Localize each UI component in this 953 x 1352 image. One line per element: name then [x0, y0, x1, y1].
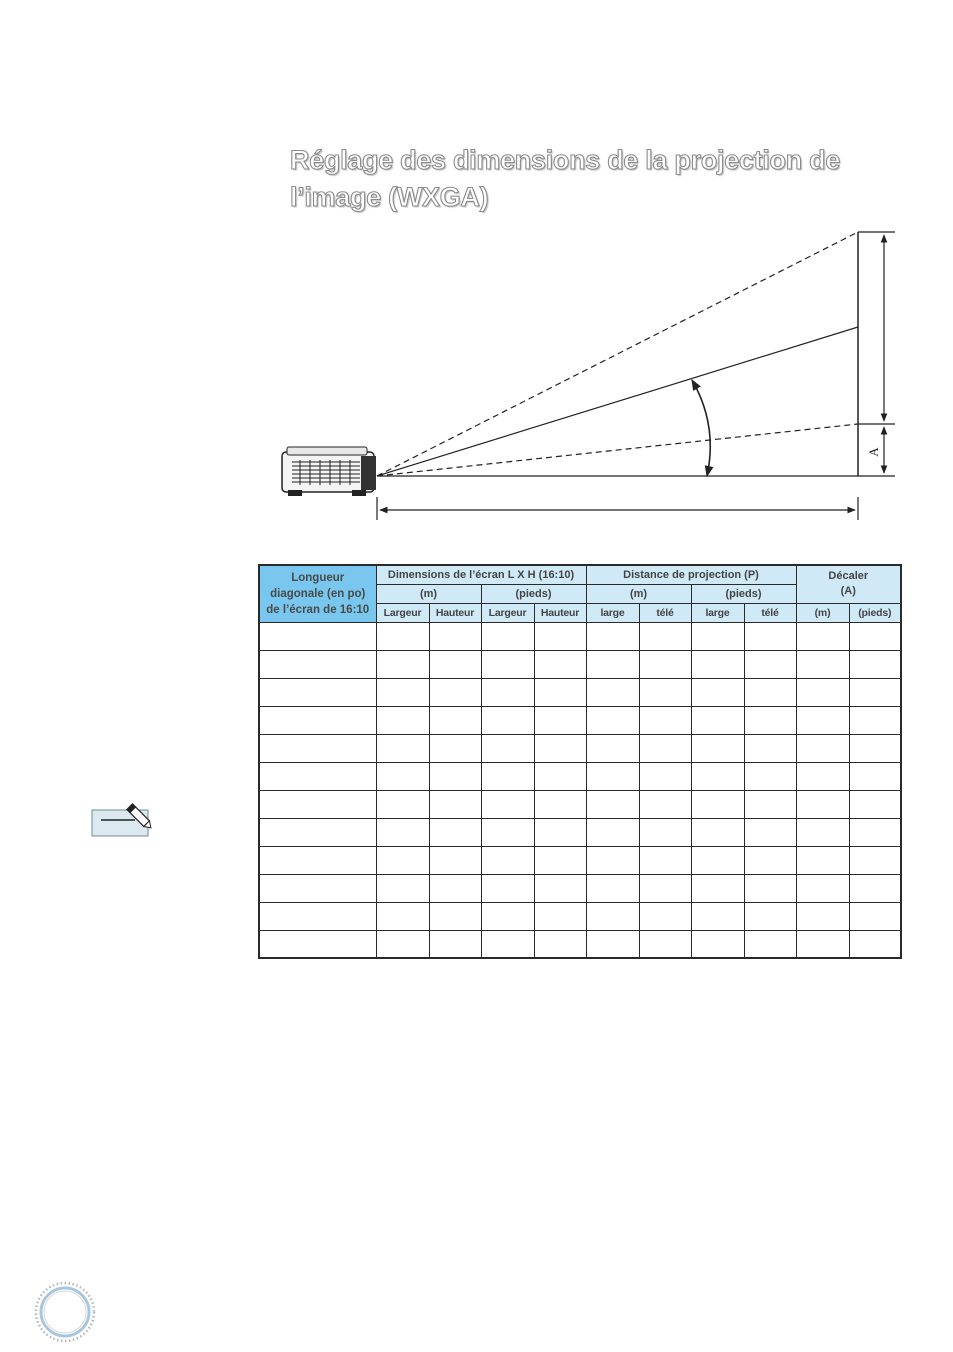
table-cell: [744, 930, 796, 958]
table-cell: [691, 706, 744, 734]
table-cell: [796, 678, 849, 706]
screen-meters-header: (m): [376, 584, 481, 603]
table-row: [259, 902, 901, 930]
table-cell: [849, 650, 901, 678]
table-cell: [376, 818, 429, 846]
table-cell: [691, 622, 744, 650]
table-cell: [691, 874, 744, 902]
table-cell: [586, 762, 639, 790]
table-cell: [639, 846, 691, 874]
table-cell: [849, 790, 901, 818]
table-cell: [534, 818, 586, 846]
table-cell: [744, 846, 796, 874]
table-cell: [259, 790, 376, 818]
table-row: [259, 622, 901, 650]
table-cell: [639, 874, 691, 902]
table-cell: [376, 622, 429, 650]
column-header: Largeur: [481, 603, 534, 622]
table-cell: [796, 762, 849, 790]
table-cell: [429, 902, 481, 930]
table-cell: [429, 678, 481, 706]
table-cell: [796, 790, 849, 818]
table-cell: [481, 874, 534, 902]
table-cell: [744, 762, 796, 790]
table-cell: [586, 902, 639, 930]
table-cell: [744, 874, 796, 902]
offset-header: Décaler (A): [796, 565, 901, 603]
table-cell: [481, 650, 534, 678]
table-cell: [481, 846, 534, 874]
table-cell: [259, 874, 376, 902]
shift-label: A: [866, 447, 881, 457]
table-cell: [586, 846, 639, 874]
table-cell: [586, 622, 639, 650]
table-cell: [376, 650, 429, 678]
table-cell: [796, 818, 849, 846]
column-header: large: [691, 603, 744, 622]
table-cell: [586, 678, 639, 706]
table-cell: [849, 706, 901, 734]
table-row: [259, 790, 901, 818]
table-cell: [429, 818, 481, 846]
table-cell: [429, 622, 481, 650]
table-cell: [586, 790, 639, 818]
throw-distance-header: Distance de projection (P): [586, 565, 796, 584]
table-cell: [376, 902, 429, 930]
table-cell: [849, 902, 901, 930]
table-cell: [639, 678, 691, 706]
table-cell: [796, 706, 849, 734]
table-cell: [639, 650, 691, 678]
table-cell: [849, 734, 901, 762]
table-cell: [534, 734, 586, 762]
table-row: [259, 678, 901, 706]
table-cell: [691, 762, 744, 790]
table-cell: [691, 818, 744, 846]
table-cell: [744, 622, 796, 650]
table-cell: [376, 734, 429, 762]
table-cell: [259, 818, 376, 846]
table-cell: [849, 762, 901, 790]
column-header: Hauteur: [429, 603, 481, 622]
table-cell: [259, 762, 376, 790]
table-cell: [691, 846, 744, 874]
table-cell: [429, 734, 481, 762]
table-cell: [796, 622, 849, 650]
table-cell: [429, 762, 481, 790]
table-cell: [639, 706, 691, 734]
table-cell: [534, 846, 586, 874]
table-row: [259, 650, 901, 678]
diagonal-size-header: Longueur diagonale (en po) de l’écran de 16:10: [259, 565, 376, 622]
table-cell: [534, 762, 586, 790]
column-header: (m): [796, 603, 849, 622]
table-cell: [691, 790, 744, 818]
page-title-line-1: Réglage des dimensions de la projection de: [290, 145, 841, 175]
column-header: Hauteur: [534, 603, 586, 622]
table-row: [259, 706, 901, 734]
projector-icon: [282, 447, 376, 496]
table-cell: [796, 650, 849, 678]
table-cell: [534, 650, 586, 678]
table-cell: [849, 678, 901, 706]
column-header: large: [586, 603, 639, 622]
throw-meters-header: (m): [586, 584, 691, 603]
table-cell: [481, 762, 534, 790]
screen-feet-header: (pieds): [481, 584, 586, 603]
column-header: télé: [639, 603, 691, 622]
table-cell: [586, 818, 639, 846]
table-cell: [429, 650, 481, 678]
table-cell: [534, 706, 586, 734]
table-cell: [259, 930, 376, 958]
page-title-line-2: l’image (WXGA): [290, 182, 489, 212]
table-cell: [639, 930, 691, 958]
column-header: (pieds): [849, 603, 901, 622]
table-cell: [534, 622, 586, 650]
table-cell: [796, 846, 849, 874]
projection-size-table: [258, 564, 902, 959]
table-cell: [639, 790, 691, 818]
table-cell: [259, 678, 376, 706]
table-cell: [376, 930, 429, 958]
table-cell: [691, 650, 744, 678]
table-cell: [259, 734, 376, 762]
table-row: [259, 734, 901, 762]
table-cell: [639, 818, 691, 846]
table-cell: [744, 706, 796, 734]
table-cell: [481, 930, 534, 958]
table-cell: [534, 678, 586, 706]
table-cell: [691, 930, 744, 958]
table-cell: [691, 902, 744, 930]
table-cell: [796, 930, 849, 958]
table-cell: [429, 874, 481, 902]
table-cell: [639, 734, 691, 762]
table-cell: [481, 790, 534, 818]
table-cell: [639, 902, 691, 930]
table-cell: [429, 846, 481, 874]
table-cell: [586, 650, 639, 678]
table-cell: [259, 902, 376, 930]
table-cell: [849, 622, 901, 650]
table-cell: [376, 846, 429, 874]
table-cell: [534, 790, 586, 818]
table-cell: [481, 622, 534, 650]
table-cell: [376, 706, 429, 734]
table-cell: [481, 818, 534, 846]
table-cell: [586, 706, 639, 734]
table-cell: [744, 734, 796, 762]
table-cell: [639, 622, 691, 650]
table-cell: [534, 930, 586, 958]
table-cell: [429, 706, 481, 734]
table-row: [259, 930, 901, 958]
table-cell: [744, 818, 796, 846]
table-cell: [744, 650, 796, 678]
table-cell: [849, 874, 901, 902]
table-cell: [586, 874, 639, 902]
table-cell: [376, 790, 429, 818]
table-cell: [849, 930, 901, 958]
table-cell: [744, 678, 796, 706]
column-header: Largeur: [376, 603, 429, 622]
table-cell: [376, 762, 429, 790]
table-cell: [691, 734, 744, 762]
table-cell: [849, 846, 901, 874]
table-cell: [376, 678, 429, 706]
table-cell: [744, 902, 796, 930]
table-cell: [429, 790, 481, 818]
table-cell: [481, 706, 534, 734]
table-cell: [481, 902, 534, 930]
table-cell: [849, 818, 901, 846]
table-row: [259, 874, 901, 902]
throw-feet-header: (pieds): [691, 584, 796, 603]
table-cell: [796, 874, 849, 902]
table-cell: [259, 650, 376, 678]
page-number-badge-icon: [34, 1281, 96, 1343]
table-cell: [744, 790, 796, 818]
table-cell: [796, 902, 849, 930]
screen-size-header: Dimensions de l’écran L X H (16:10): [376, 565, 586, 584]
table-cell: [429, 930, 481, 958]
column-header: télé: [744, 603, 796, 622]
table-cell: [481, 678, 534, 706]
table-row: [259, 846, 901, 874]
table-cell: [259, 846, 376, 874]
table-cell: [259, 622, 376, 650]
table-cell: [796, 734, 849, 762]
table-row: [259, 762, 901, 790]
table-cell: [586, 734, 639, 762]
table-cell: [639, 762, 691, 790]
table-cell: [376, 874, 429, 902]
table-cell: [259, 706, 376, 734]
table-row: [259, 818, 901, 846]
table-cell: [691, 678, 744, 706]
table-cell: [534, 902, 586, 930]
projection-diagram: [0, 0, 953, 540]
table-cell: [586, 930, 639, 958]
table-cell: [534, 874, 586, 902]
table-cell: [481, 734, 534, 762]
note-pencil-icon: [91, 798, 163, 838]
